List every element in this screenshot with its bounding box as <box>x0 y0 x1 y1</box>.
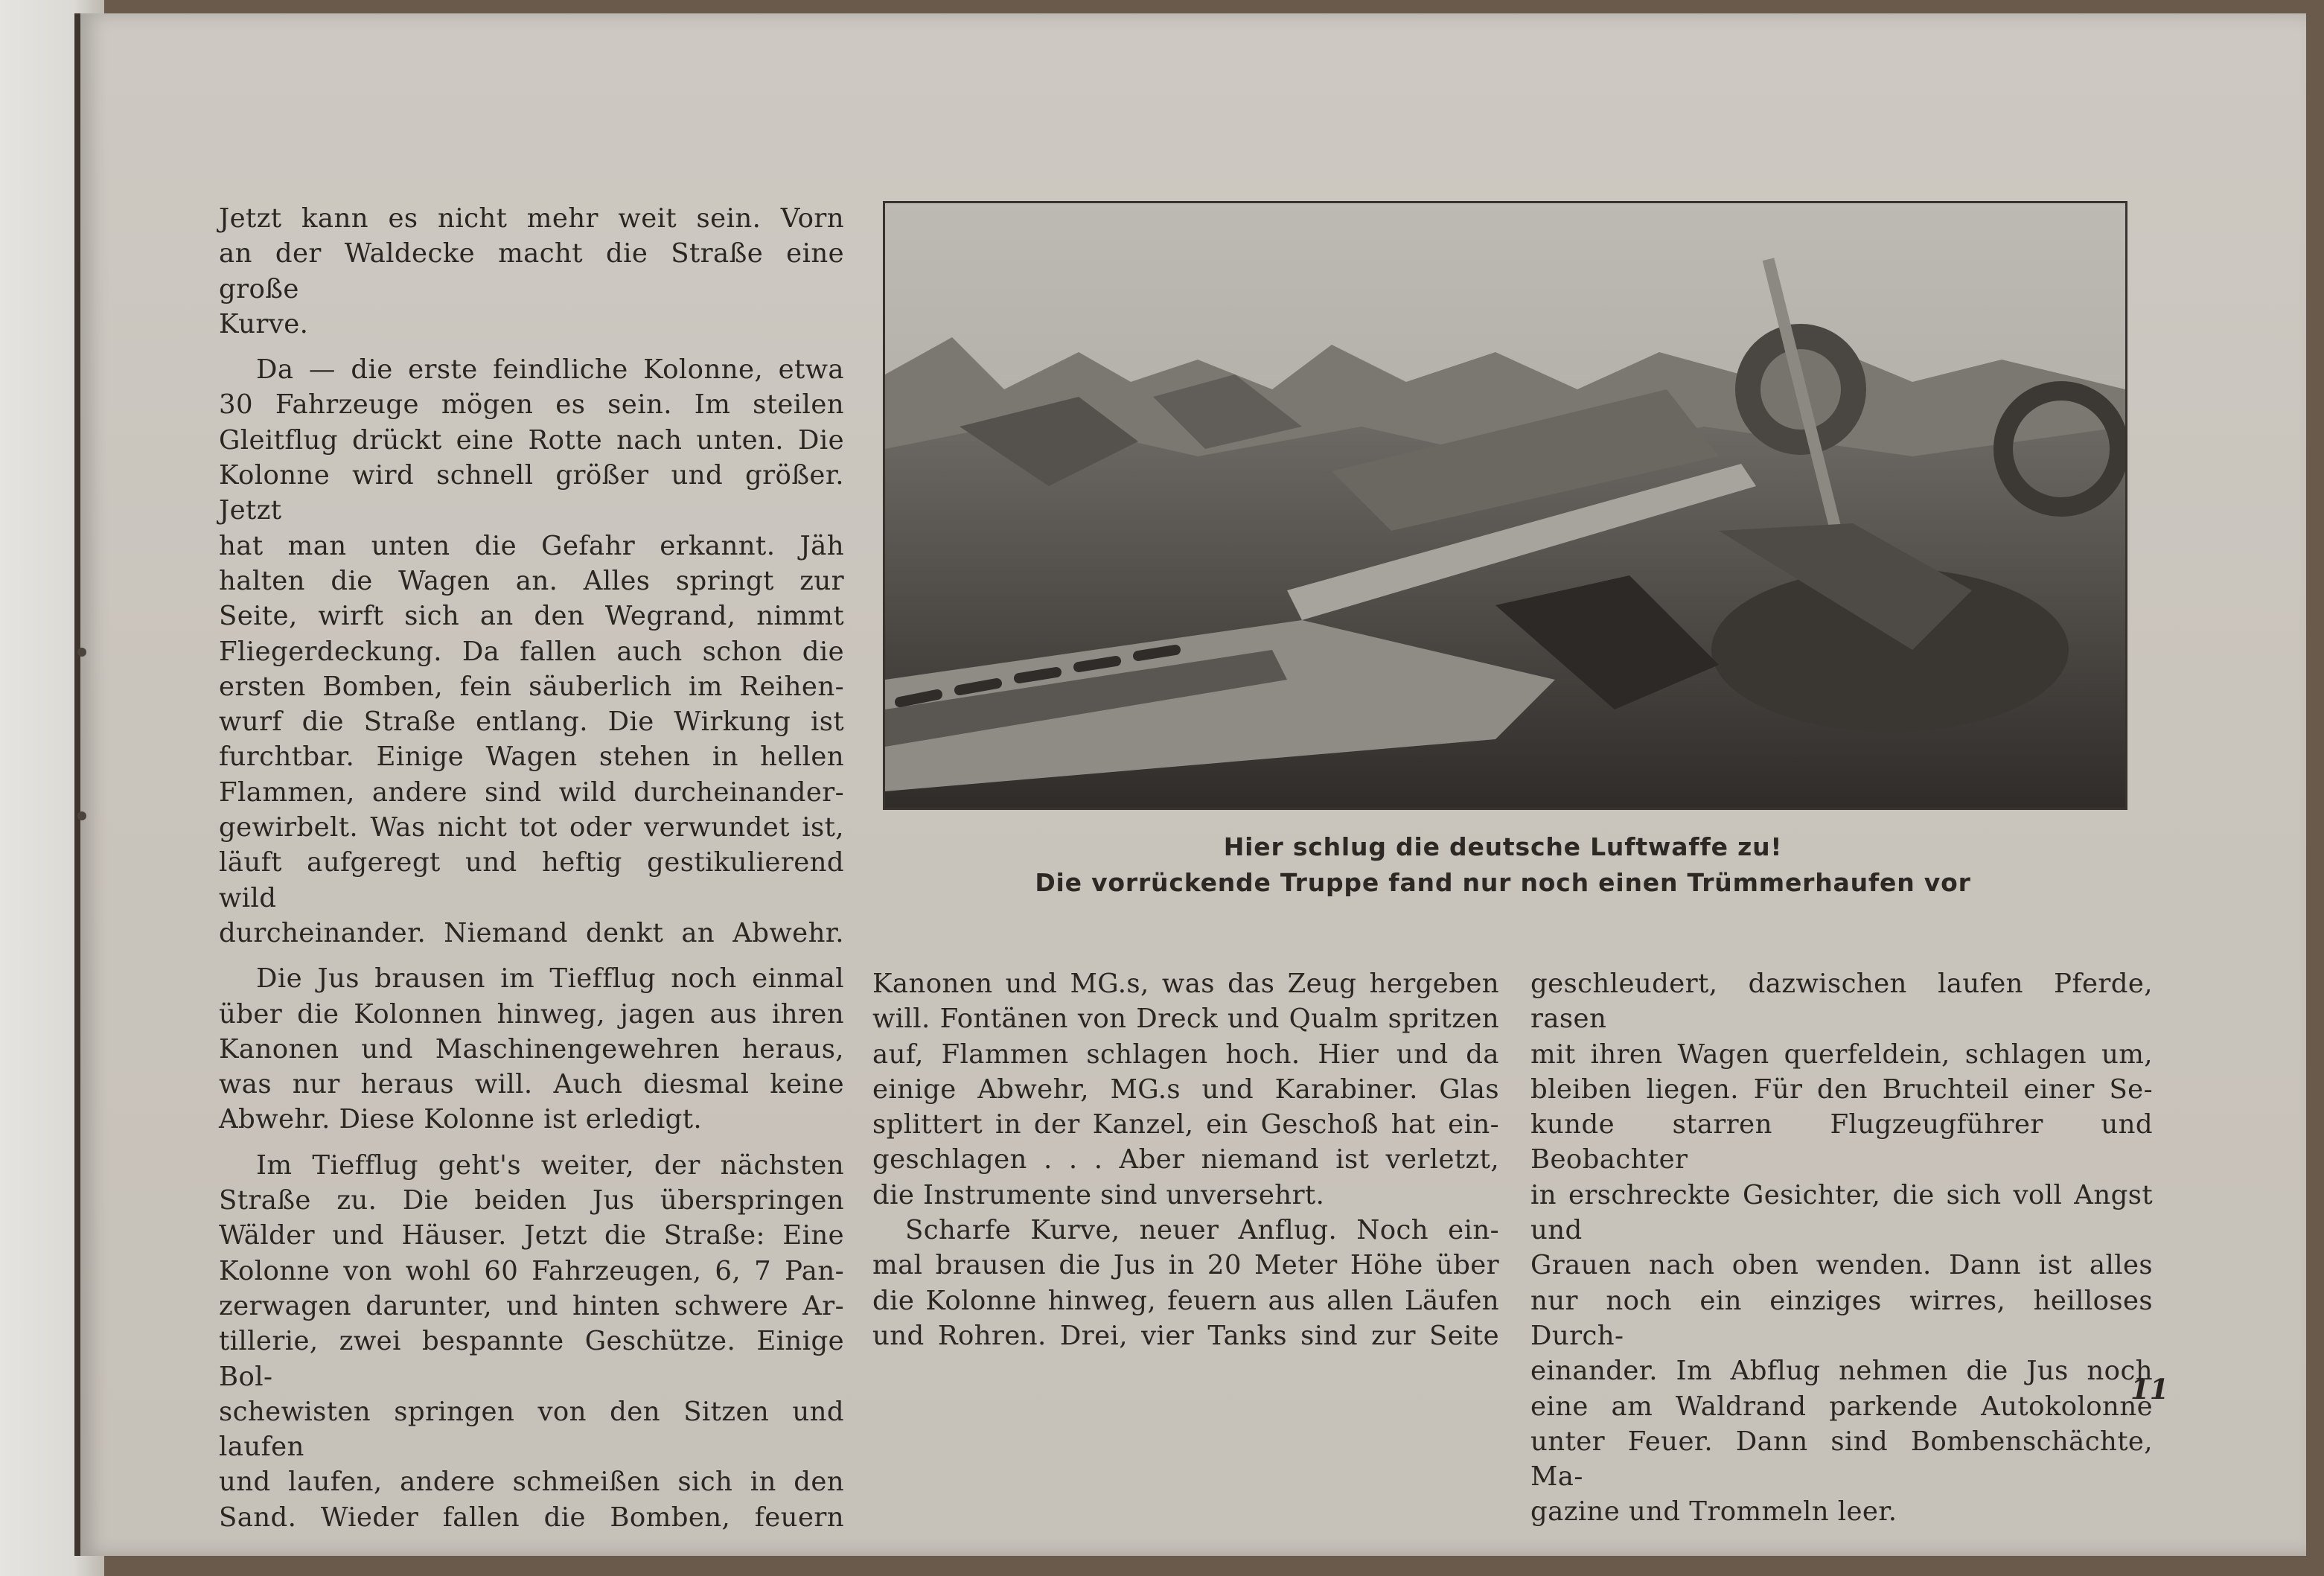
text-line: nur noch ein einziges wirres, heilloses Durch- <box>1530 1285 2153 1351</box>
text-line: einander. Im Abflug nehmen die Jus noch <box>1530 1356 2153 1387</box>
photo-caption-line-1: Hier schlug die deutsche Luftwaffe zu! <box>1223 832 1783 861</box>
text-line: einige Abwehr, MG.s und Karabiner. Glas <box>872 1073 1499 1105</box>
text-line: in erschreckte Gesichter, die sich voll Angst und <box>1530 1179 2153 1246</box>
text-line: Fliegerdeckung. Da fallen auch schon die <box>219 636 844 667</box>
text-line: Die Jus brausen im Tiefflug noch einmal <box>256 963 844 995</box>
wrecked-aircraft-picture <box>885 203 2125 808</box>
text-line: wurf die Straße entlang. Die Wirkung ist <box>219 706 844 738</box>
text-line: die Instrumente sind unversehrt. <box>872 1179 1325 1210</box>
page-number: 11 <box>2130 1373 2169 1406</box>
text-line: halten die Wagen an. Alles springt zur <box>219 565 844 596</box>
paragraph <box>872 1213 1499 1353</box>
text-line: Jetzt kann es nicht mehr weit sein. Vorn <box>219 203 844 234</box>
text-line: schewisten springen von den Sitzen und laufen <box>219 1396 844 1463</box>
text-line: Straße zu. Die beiden Jus überspringen <box>219 1185 844 1216</box>
text-line: Gleitflug drückt eine Rotte nach unten. Die <box>219 424 844 456</box>
text-line: Flammen, andere sind wild durcheinander- <box>219 776 844 808</box>
paragraph <box>219 352 844 951</box>
text-line: gazine und Trommeln leer. <box>1530 1496 1897 1528</box>
paragraph <box>219 201 844 342</box>
text-line: kunde starren Flugzeugführer und Beobachter <box>1530 1109 2153 1175</box>
photo-caption-line-2: Die vorrückende Truppe fand nur noch einen Trümmerhaufen vor <box>1035 868 1971 897</box>
text-line: Kolonne wird schnell größer und größer. Jetzt <box>219 460 844 526</box>
paragraph <box>219 961 844 1137</box>
paragraph <box>219 1148 844 1535</box>
text-line: geschlagen . . . Aber niemand ist verletzt, <box>872 1144 1499 1175</box>
text-line: Kanonen und Maschinengewehren heraus, <box>219 1033 844 1065</box>
text-line: was nur heraus will. Auch diesmal keine <box>219 1069 844 1100</box>
text-line: durcheinander. Niemand denkt an Abwehr. <box>219 917 844 948</box>
text-line: ersten Bomben, fein säuberlich im Reihen- <box>219 671 844 702</box>
paragraph <box>1530 966 2153 1530</box>
text-line: Da — die erste feindliche Kolonne, etwa <box>256 354 844 386</box>
text-line: an der Waldecke macht die Straße eine große <box>219 238 844 304</box>
text-line: die Kolonne hinweg, feuern aus allen Läufen <box>872 1285 1499 1316</box>
text-line: Sand. Wieder fallen die Bomben, feuern <box>219 1502 844 1533</box>
text-line: Abwehr. Diese Kolonne ist erledigt. <box>219 1104 703 1135</box>
text-line: zerwagen darunter, und hinten schwere Ar- <box>219 1290 844 1321</box>
text-line: furchtbar. Einige Wagen stehen in hellen <box>219 741 844 773</box>
text-line: Grauen nach oben wenden. Dann ist alles <box>1530 1250 2153 1281</box>
text-column-1 <box>219 201 844 1535</box>
text-line: bleiben liegen. Für den Bruchteil einer Se- <box>1530 1073 2153 1105</box>
paragraph <box>872 966 1499 1213</box>
text-line: splittert in der Kanzel, ein Geschoß hat ein- <box>872 1109 1499 1140</box>
text-line: Scharfe Kurve, neuer Anflug. Noch ein- <box>905 1215 1499 1246</box>
text-line: Kanonen und MG.s, was das Zeug hergeben <box>872 969 1499 999</box>
text-line: und Rohren. Drei, vier Tanks sind zur Seite <box>872 1320 1499 1351</box>
text-line: und laufen, andere schmeißen sich in den <box>219 1467 844 1498</box>
text-line: Kurve. <box>219 308 309 339</box>
text-line: Kolonne von wohl 60 Fahrzeugen, 6, 7 Pan- <box>219 1255 844 1286</box>
text-column-3 <box>1530 966 2153 1530</box>
text-line: gewirbelt. Was nicht tot oder verwundet ist, <box>219 812 844 843</box>
text-line: 30 Fahrzeuge mögen es sein. Im steilen <box>219 389 844 421</box>
text-line: unter Feuer. Dann sind Bombenschächte, Ma- <box>1530 1426 2153 1493</box>
text-line: tillerie, zwei bespannte Geschütze. Einige Bol- <box>219 1326 844 1392</box>
text-line: Im Tiefflug geht's weiter, der nächsten <box>256 1149 844 1181</box>
text-line: auf, Flammen schlagen hoch. Hier und da <box>872 1039 1499 1070</box>
text-line: Seite, wirft sich an den Wegrand, nimmt <box>219 601 844 632</box>
text-line: mal brausen die Jus in 20 Meter Höhe über <box>872 1250 1499 1281</box>
book-page <box>74 13 2306 1556</box>
text-line: eine am Waldrand parkende Autokolonne <box>1530 1391 2153 1422</box>
text-line: läuft aufgeregt und heftig gestikulierend wild <box>219 847 844 913</box>
text-line: will. Fontänen von Dreck und Qualm spritzen <box>872 1004 1499 1035</box>
text-line: hat man unten die Gefahr erkannt. Jäh <box>219 530 844 561</box>
text-line: Wälder und Häuser. Jetzt die Straße: Eine <box>219 1220 844 1251</box>
binding-hole <box>77 648 86 657</box>
wreckage-photograph <box>883 201 2127 810</box>
text-line: mit ihren Wagen querfeldein, schlagen um, <box>1530 1039 2153 1070</box>
text-line: geschleudert, dazwischen laufen Pferde, rasen <box>1530 969 2153 1035</box>
text-column-2 <box>872 966 1499 1353</box>
text-line: über die Kolonnen hinweg, jagen aus ihren <box>219 998 844 1030</box>
binding-hole <box>77 811 86 820</box>
